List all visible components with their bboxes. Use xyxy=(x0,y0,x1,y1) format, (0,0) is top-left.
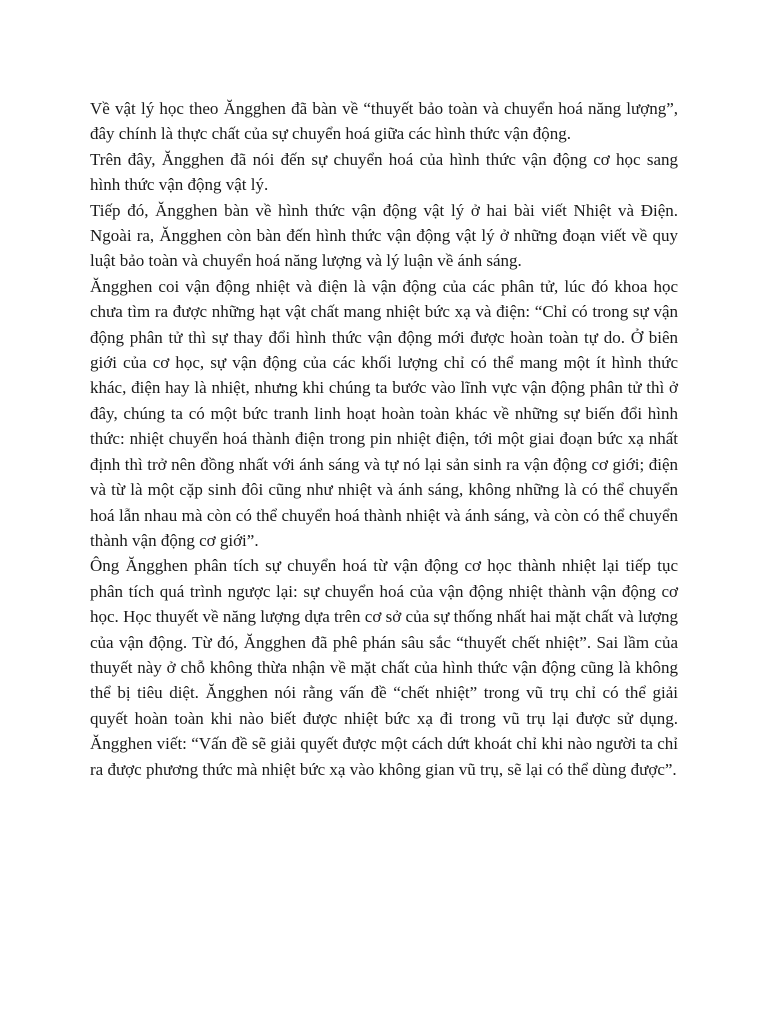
paragraph-1: Về vật lý học theo Ăngghen đã bàn về “thuyết bảo toàn và chuyển hoá năng lượng”, đây chính là thực chất của sự chuyển hoá giữa các hình thức vận động. xyxy=(90,99,678,144)
paragraph-3: Tiếp đó, Ăngghen bàn về hình thức vận động vật lý ở hai bài viết Nhiệt và Điện. Ngoài ra, Ăngghen còn bàn đến hình thức vận động vật lý ở những đoạn viết về quy luật bảo toàn và chuyển hoá năng lượng và lý luận về ánh sáng. xyxy=(90,200,678,271)
document-page xyxy=(90,96,678,782)
paragraph-5: Ông Ăngghen phân tích sự chuyển hoá từ vận động cơ học thành nhiệt lại tiếp tục phân tích quá trình ngược lại: sự chuyển hoá của vận động nhiệt thành vận động cơ học. Học thuyết về năng lượng dựa trên cơ sở của sự thống nhất hai mặt chất và lượng của vận động. Từ đó, Ăngghen đã phê phán sâu sắc “thuyết chết nhiệt”. Sai lầm của thuyết này ở chỗ không thừa nhận về mặt chất của hình thức vận động cũng là không thể bị tiêu diệt. Ăngghen nói rằng vấn đề “chết nhiệt” trong vũ trụ chỉ có thể giải quyết hoàn toàn khi nào biết được nhiệt bức xạ đi trong vũ trụ lại được sử dụng. Ăngghen viết: “Vấn đề sẽ giải quyết được một cách dứt khoát chỉ khi nào người ta chỉ ra được phương thức mà nhiệt bức xạ vào không gian vũ trụ, sẽ lại có thể dùng được”. xyxy=(90,556,678,779)
paragraph-4: Ăngghen coi vận động nhiệt và điện là vận động của các phân tử, lúc đó khoa học chưa tìm ra được những hạt vật chất mang nhiệt bức xạ và điện: “Chỉ có trong sự vận động phân tử thì sự thay đổi hình thức vận động mới được hoàn toàn tự do. Ở biên giới của cơ học, sự vận động của các khối lượng chỉ có thể mang một ít hình thức khác, điện hay là nhiệt, nhưng khi chúng ta bước vào lĩnh vực vận động phân tử thì ở đây, chúng ta có một bức tranh linh hoạt hoàn toàn khác về những sự biến đổi hình thức: nhiệt chuyển hoá thành điện trong pin nhiệt điện, tới một giai đoạn bức xạ nhất định thì trở nên đồng nhất với ánh sáng và tự nó lại sản sinh ra vận động cơ giới; điện và từ là một cặp sinh đôi cũng như nhiệt và ánh sáng, không những là có thể chuyển hoá lẫn nhau mà còn có thể chuyển hoá thành nhiệt và ánh sáng, và còn có thể chuyển thành vận động cơ giới”. xyxy=(90,276,678,550)
paragraph-2: Trên đây, Ăngghen đã nói đến sự chuyển hoá của hình thức vận động cơ học sang hình thức vận động vật lý. xyxy=(90,149,678,195)
